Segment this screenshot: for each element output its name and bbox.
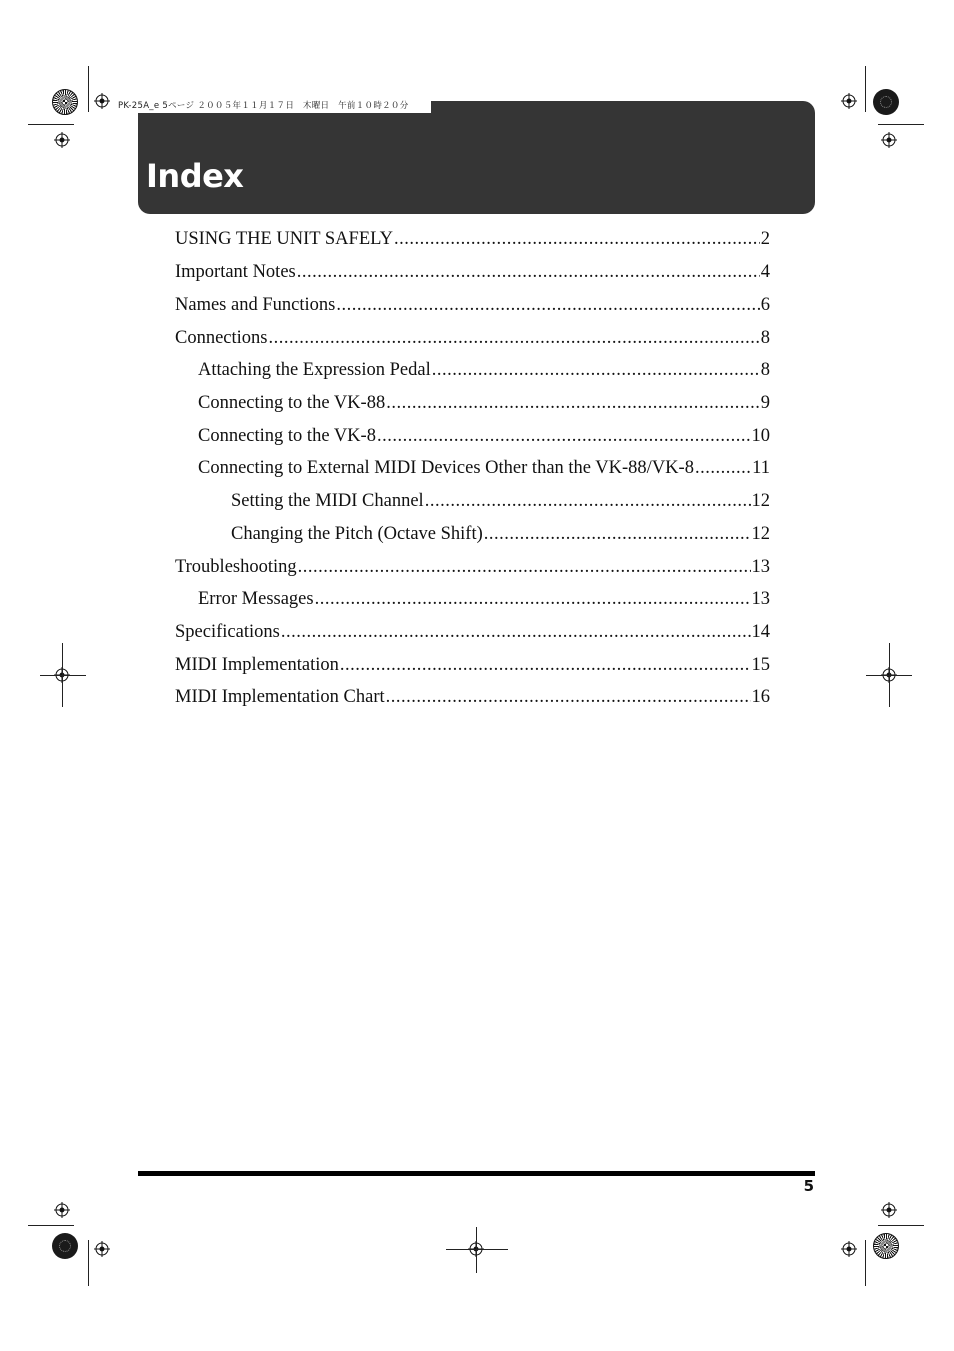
toc-entry-label: Error Messages [198, 589, 314, 609]
sunburst-mark-icon [873, 1233, 899, 1259]
toc-entry-page: 14 [751, 622, 770, 642]
footer-rule [138, 1171, 815, 1176]
toc-entry-page: 11 [752, 458, 770, 478]
toc-entry-label: Important Notes [175, 262, 296, 282]
print-job-mark: PK-25A_e 5ページ ２００５年１１月１７日 木曜日 午前１０時２０分 [118, 101, 409, 111]
toc-entry-label: Changing the Pitch (Octave Shift) [231, 524, 483, 544]
toc-entry[interactable] [175, 326, 770, 350]
toc-entry-label: Names and Functions [175, 295, 336, 315]
toc-entry[interactable] [198, 587, 770, 611]
toc-entry[interactable] [198, 358, 770, 382]
toc-entry[interactable] [175, 260, 770, 284]
crosshair-mark-icon [54, 1202, 70, 1218]
toc-entry-label: MIDI Implementation [175, 655, 339, 675]
crosshair-mark-icon [881, 1202, 897, 1218]
toc-entry-label: Troubleshooting [175, 557, 297, 577]
toc-entry[interactable] [175, 653, 770, 677]
toc-entry-page: 9 [760, 393, 770, 413]
toc-entry-page: 12 [751, 491, 770, 511]
toc-entry[interactable] [175, 293, 770, 317]
toc-entry-page: 12 [751, 524, 770, 544]
toc-entry-page: 13 [751, 589, 770, 609]
toc-entry-label: MIDI Implementation Chart [175, 687, 385, 707]
toc-entry[interactable] [175, 227, 770, 251]
toc-entry-page: 15 [751, 655, 770, 675]
toc-entry-label: Specifications [175, 622, 280, 642]
toc-entry[interactable] [175, 555, 770, 579]
toc-entry[interactable] [175, 620, 770, 644]
toc-entry-label: Connecting to the VK-88 [198, 393, 386, 413]
toc-entry-label: Setting the MIDI Channel [231, 491, 424, 511]
crosshair-mark-icon [881, 132, 897, 148]
dot-circle-mark-icon [873, 89, 899, 115]
toc-entry-page: 4 [760, 262, 770, 282]
crosshair-mark-icon [94, 1241, 110, 1257]
toc-entry-label: Connections [175, 328, 268, 348]
toc-entry-page: 13 [751, 557, 770, 577]
sunburst-mark-icon [52, 89, 78, 115]
toc-entry-page: 16 [751, 687, 770, 707]
toc-entry[interactable] [231, 522, 770, 546]
toc-entry-page: 10 [751, 426, 770, 446]
toc-entry-page: 8 [760, 328, 770, 348]
dot-circle-mark-icon [52, 1233, 78, 1259]
toc-entry[interactable] [198, 391, 770, 415]
toc-entry-page: 6 [760, 295, 770, 315]
toc-entry-label: USING THE UNIT SAFELY [175, 229, 393, 249]
toc-entry-label: Connecting to External MIDI Devices Other than the VK-88/VK-8 [198, 458, 694, 478]
crosshair-mark-icon [841, 93, 857, 109]
crosshair-mark-icon [94, 93, 110, 109]
toc-entry-page: 2 [760, 229, 770, 249]
toc-entry[interactable] [231, 489, 770, 513]
page-number: 5 [803, 1177, 814, 1195]
toc-entry-label: Attaching the Expression Pedal [198, 360, 431, 380]
toc-entry[interactable] [198, 424, 770, 448]
page-title: Index [146, 157, 244, 195]
crosshair-mark-icon [841, 1241, 857, 1257]
crosshair-mark-icon [54, 132, 70, 148]
toc-entry[interactable] [198, 456, 770, 480]
toc-entry-label: Connecting to the VK-8 [198, 426, 376, 446]
toc-entry-page: 8 [760, 360, 770, 380]
toc-entry[interactable] [175, 685, 770, 709]
